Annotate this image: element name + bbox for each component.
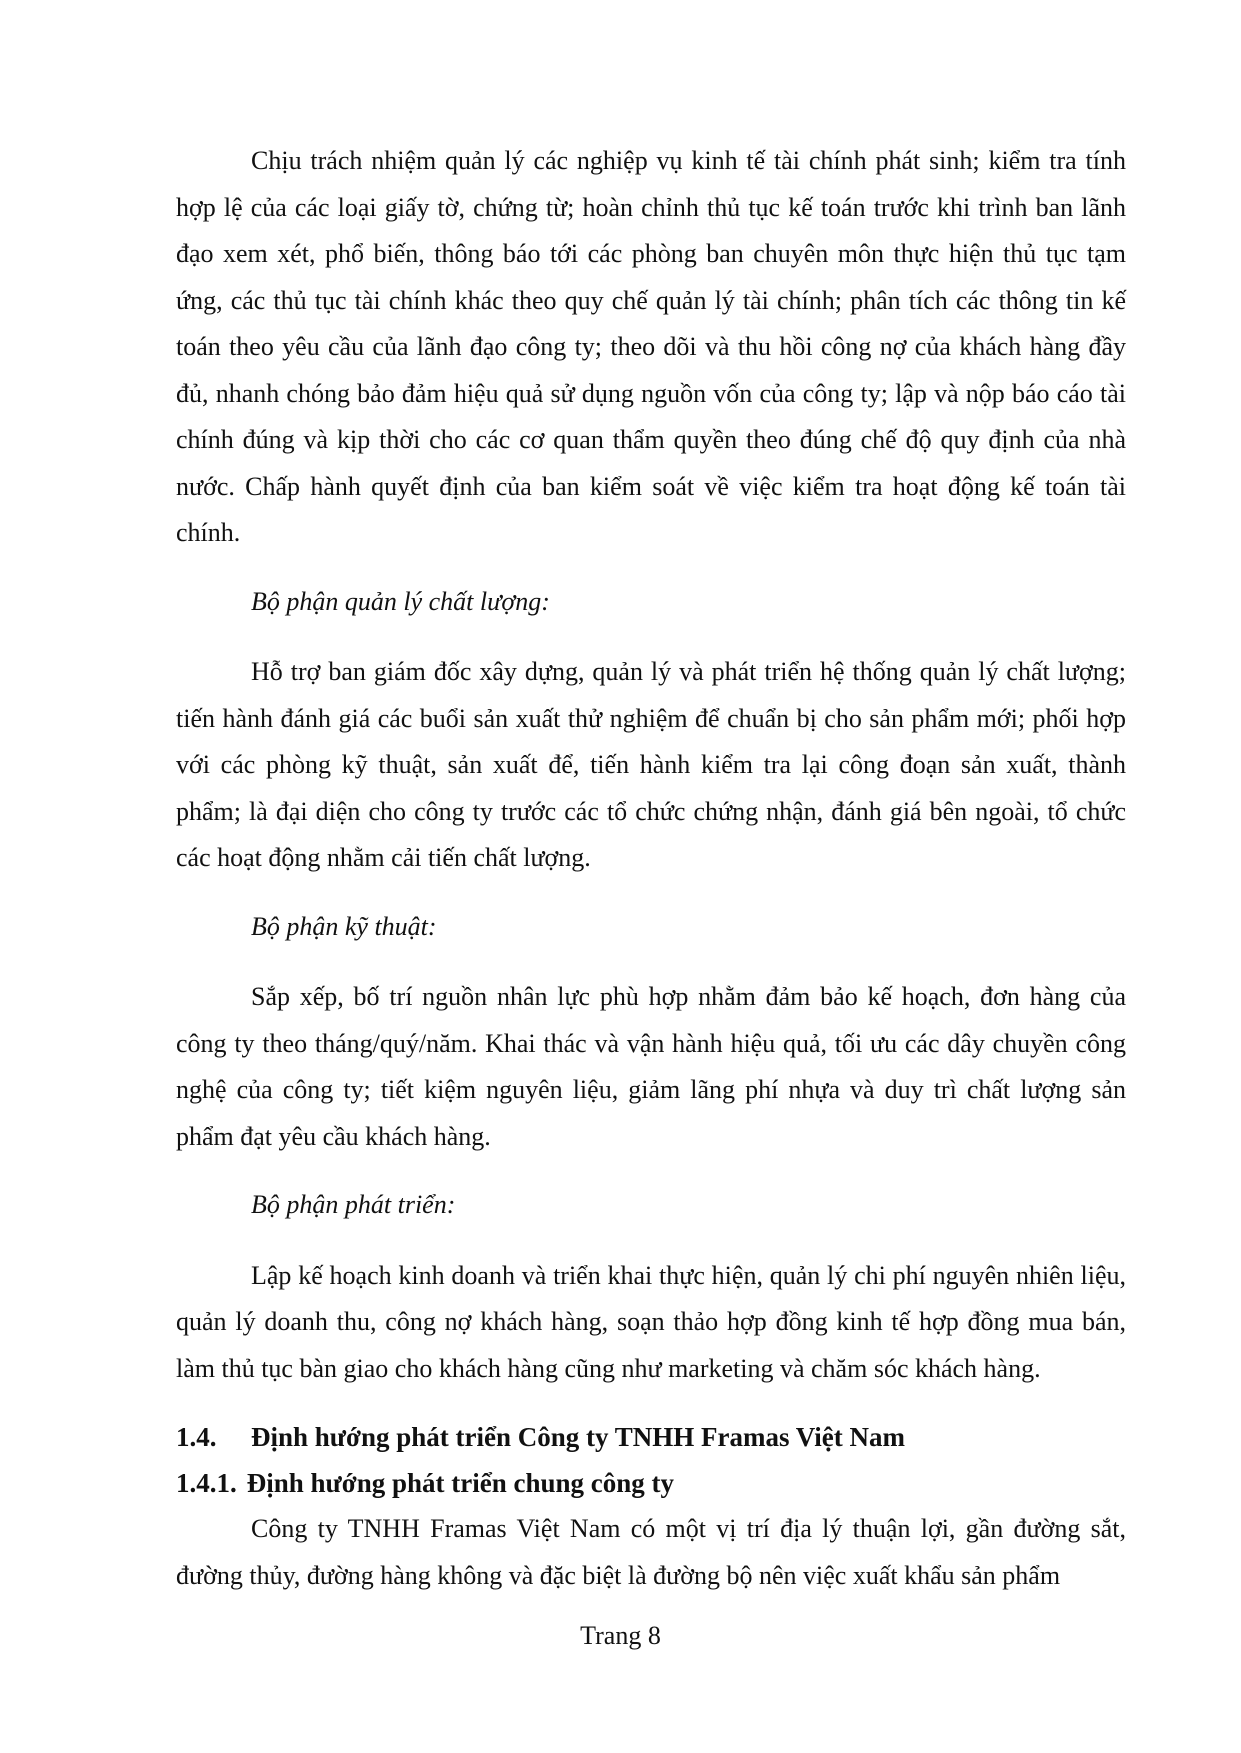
paragraph-development-duties: Lập kế hoạch kinh doanh và triển khai thực hiện, quản lý chi phí nguyên nhiên liệu, quản lý doanh thu, công nợ khách hàng, soạn thảo hợp đồng kinh tế hợp đồng mua bán, làm thủ tục bàn giao cho khách hàng cũng như marketing và chăm sóc khách hàng. — [176, 1260, 1126, 1383]
subsection-title: Định hướng phát triển chung công ty — [246, 1468, 674, 1498]
paragraph-accounting-duties: Chịu trách nhiệm quản lý các nghiệp vụ kinh tế tài chính phát sinh; kiểm tra tính hợp lệ của các loại giấy tờ, chứng từ; hoàn chỉnh thủ tục kế toán trước khi trình ban lãnh đạo xem xét, phổ biến, thông báo tới các phòng ban chuyên môn thực hiện thủ tục tạm ứng, các thủ tục tài chính khác theo quy chế quản lý tài chính; phân tích các thông tin kế toán theo yêu cầu của lãnh đạo công ty; theo dõi và thu hồi công nợ của khách hàng đầy đủ, nhanh chóng bảo đảm hiệu quả sử dụng nguồn vốn của công ty; lập và nộp báo cáo tài chính đúng và kịp thời cho các cơ quan thẩm quyền theo đúng chế độ quy định của nhà nước. Chấp hành quyết định của ban kiểm soát về việc kiểm tra hoạt động kế toán tài chính. — [176, 146, 1126, 547]
page-footer — [0, 1620, 1241, 1652]
section-heading-1-4-1 — [176, 1460, 1126, 1506]
section-number: 1.4. — [176, 1422, 217, 1452]
subheading-technical-department: Bộ phận kỹ thuật: — [251, 911, 437, 941]
paragraph-quality-duties: Hỗ trợ ban giám đốc xây dựng, quản lý và phát triển hệ thống quản lý chất lượng; tiến hành đánh giá các buổi sản xuất thử nghiệm để chuẩn bị cho sản phẩm mới; phối hợp với các phòng kỹ thuật, sản xuất để, tiến hành kiểm tra lại công đoạn sản xuất, thành phẩm; là đại diện cho công ty trước các tổ chức chứng nhận, đánh giá bên ngoài, tổ chức các hoạt động nhằm cải tiến chất lượng. — [176, 657, 1126, 872]
page-number: Trang 8 — [580, 1621, 661, 1650]
subheading-quality-department: Bộ phận quản lý chất lượng: — [251, 586, 550, 616]
page-content — [176, 138, 1126, 1599]
paragraph-technical-duties: Sắp xếp, bố trí nguồn nhân lực phù hợp nhằm đảm bảo kế hoạch, đơn hàng của công ty theo tháng/quý/năm. Khai thác và vận hành hiệu quả, tối ưu các dây chuyền công nghệ của công ty; tiết kiệm nguyên liệu, giảm lãng phí nhựa và duy trì chất lượng sản phẩm đạt yêu cầu khách hàng. — [176, 982, 1126, 1151]
paragraph-company-direction: Công ty TNHH Framas Việt Nam có một vị trí địa lý thuận lợi, gần đường sắt, đường thủy, đường hàng không và đặc biệt là đường bộ nên việc xuất khẩu sản phẩm — [176, 1514, 1126, 1590]
section-title: Định hướng phát triển Công ty TNHH Framas Việt Nam — [251, 1422, 905, 1452]
subsection-number: 1.4.1. — [176, 1468, 237, 1498]
section-heading-1-4 — [176, 1414, 1126, 1460]
subheading-development-department: Bộ phận phát triển: — [251, 1190, 456, 1219]
